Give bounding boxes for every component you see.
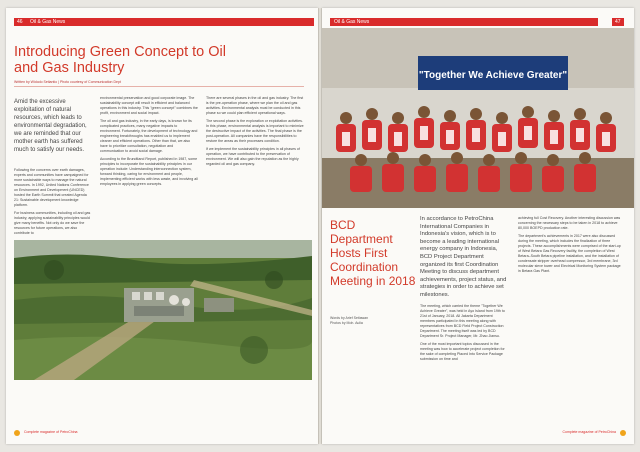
column-2 (100, 96, 198, 236)
paragraph: achieving full Cost Recovery. Another interesting discussion was concerning the necessary steps to be taken in 2018 to achieve 80,000 BOEPD production rate. (518, 216, 621, 230)
credits (330, 316, 416, 326)
byline: Written by Widodo Setiantio | Photo courtesy of Communication Dept (14, 80, 121, 84)
footer-text: Complete magazine of PetroChina (24, 430, 78, 434)
logo-icon (620, 430, 626, 436)
credits-words: Words by Arief Setiawan (330, 316, 369, 320)
right-page (322, 8, 634, 444)
paragraph: For business communities, including oil and gas industry, applying sustainability principles would give many benefits. Not only do we save the resources for future operations, we also contribute to (14, 211, 91, 235)
lead-paragraph: In accordance to PetroChina International Companies in Indonesia's vision, which is to become a leading international energy company in Indonesia, BCD Project Department organized its first Coordination Meeting to discuss department achievements, project status, and strategies in order to achieve set milestones. (420, 216, 507, 298)
paragraph: The second phase is the exploration or exploitation activities. In this phase, environmental analysis is important to minimize the destructive impact of the activities. The final phase is the post-operation. All companies have the responsibilities to restore the areas as their processes condition. (206, 119, 304, 143)
column-2 (420, 304, 508, 430)
paragraph: There are several phases in the oil and gas industry. The first is the pre-operation phase, where we plan the oil and gas activities. Environmental analysis must be conducted in this phase so we could plan efficient operational ways. (206, 96, 304, 115)
paragraph: The oil and gas industry, in the early days, is known for its complicated practices, many negative impacts to environment. Fortunately, the development of technology and engineering breakthroughs has enabled us to implement cleaner and efficient operations. Other than that, we also have to prioritize consultation, negotiation and communication to avoid social damage. (100, 119, 198, 153)
paragraph: Following the concerns over earth damages, experts and communities have campaigned for more sustainable ways to manage the natural resources. In 1992, United Nations Conference on Environment and Development (UNCED) hosted the Earth Summit that created Agenda 21: Sustainable development knowledge platform. (14, 168, 89, 207)
left-page (6, 8, 318, 444)
paragraph: If we implement the sustainability principles in all phases of operation, we have contributed to the preservation of environment. We will also gain the reputation as the highly regarded oil and gas company. (206, 147, 300, 166)
banner-text: "Together We Achieve Greater" (418, 70, 568, 81)
aerial-plant-photo (14, 240, 312, 380)
paragraph: One of the most important topics discussed in the meeting was how to accelerate project completion for the sake of completing Placed Into Service Package submission on time and (420, 342, 505, 361)
paragraph: environmental preservation and good corporate image. The sustainability concept will result in efficient and balanced operations in this industry. This "green concept" combines the profit, environment and social impact. (100, 96, 198, 115)
section-header: Oil & Gas News (330, 18, 598, 26)
paragraph: According to the Brundtland Report, published in 1987, some principles to incorporate the sustainability principles in our operation include: Understanding interconnection system, forward thinking, caring for environment and people, implementing efficient works with less waste, and involving all employees in applying green concepts. (100, 157, 198, 186)
paragraph: The department's achievements in 2017 were also discussed during the meeting, which includes the finalization of three projects. These accomplishments were comprised of the start-up of West Betara Gas Recovery facility, the completion of West Betara–South Betara pipeline installation, and the installation of condensate stripper overhead compressor, 3rd membrane, 3rd molecular sieve tower and Electrical Monitoring System package in Betara Gas Plant. (518, 234, 621, 273)
column-3 (206, 96, 304, 236)
column-3 (518, 216, 624, 430)
column-1 (14, 168, 92, 236)
lead-paragraph: Amid the excessive exploitation of natural resources, which leads to environmental degradation, we are reminded that our mother earth has suffered much to satisfy our needs. (14, 99, 87, 153)
page-number: 47 (612, 18, 624, 26)
footer-text: Complete magazine of PetroChina (562, 430, 616, 434)
credits-photos: Photos by Moh. Aulia (330, 321, 363, 325)
divider (14, 86, 304, 87)
group-photo (322, 28, 634, 208)
section-header: Oil & Gas News (26, 18, 314, 26)
page-number: 46 (14, 18, 26, 26)
article-title: Introducing Green Concept to Oil and Gas Industry (14, 44, 226, 76)
logo-icon (14, 430, 20, 436)
paragraph: The meeting, which carried the theme "Together We Achieve Greater", was held in Ayo Island from 19th to 21st of January, 2018. All Jakarta Department members participated in this meeting along with representatives from BCD Field Project Construction Department. The meeting itself was led by BCD Department Sr. Project Manager, Mr. Zhao Jiansu. (420, 304, 505, 338)
article-title: BCD Department Hosts First Coordination Meeting in 2018 (330, 218, 416, 288)
